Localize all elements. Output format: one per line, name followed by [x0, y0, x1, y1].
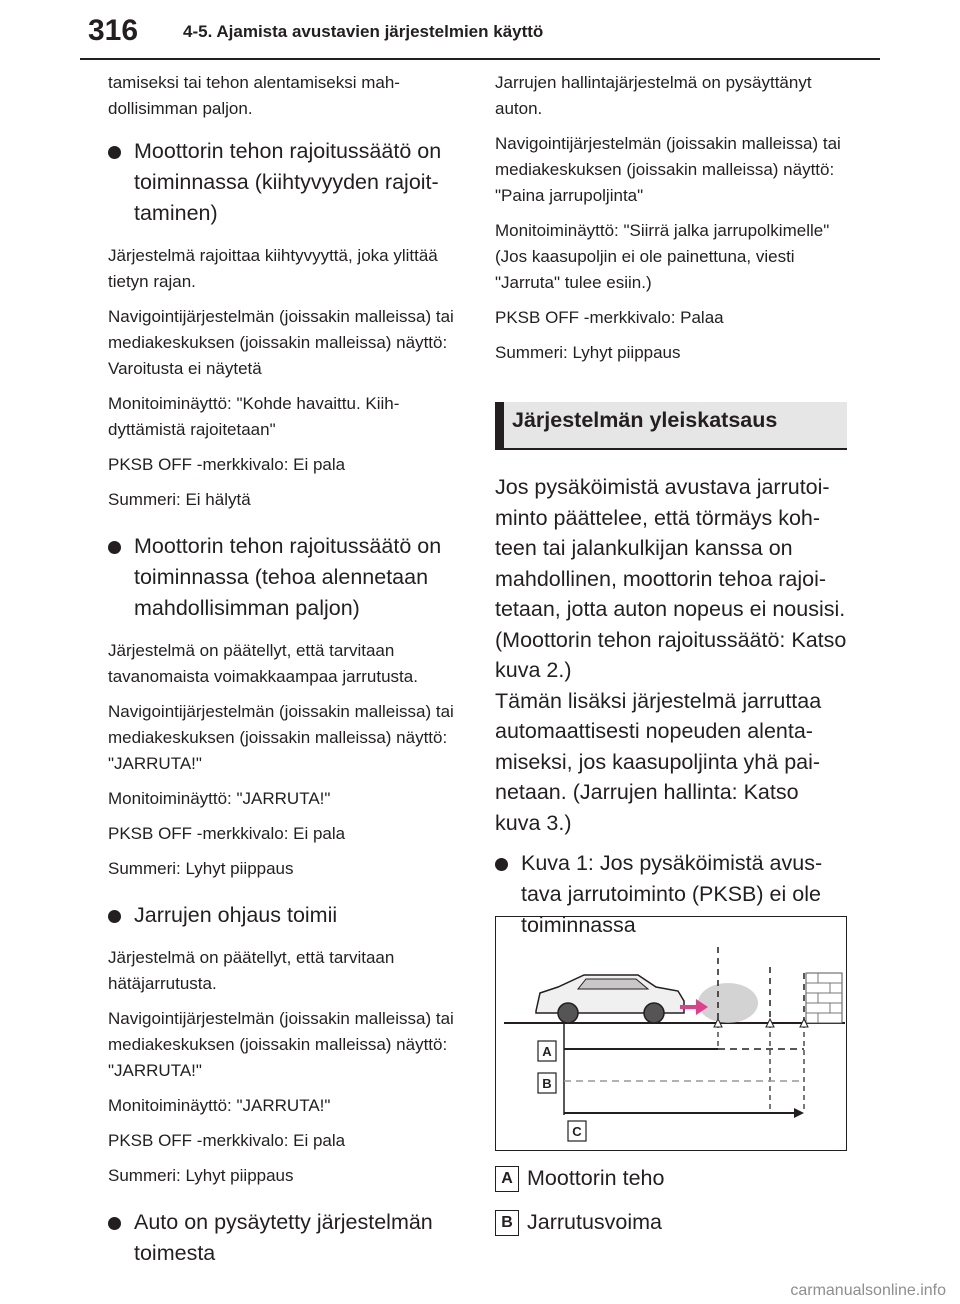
bullet-dot-icon: [108, 541, 121, 554]
section-bar: [495, 402, 504, 450]
bullet-text: Moottorin tehon rajoitussäätö on toiminnassa (kiihtyvyyden rajoittaminen): [134, 139, 442, 225]
right-column: [495, 70, 847, 955]
body-text: Järjestelmä rajoittaa kiihtyvyyttä, joka ylittää tietyn rajan.: [108, 246, 438, 291]
body-text: PKSB OFF -merkkivalo: Ei pala: [108, 824, 346, 843]
body-text: Summeri: Ei hälytä: [108, 490, 251, 509]
chapter-title: 4-5. Ajamista avustavien järjestelmien käyttö: [183, 22, 544, 41]
header-rule: [80, 58, 880, 60]
bullet-dot-icon: [108, 910, 121, 923]
legend-text: Moottorin teho: [527, 1166, 665, 1190]
brick-wall-icon: [806, 973, 842, 1023]
figure-label-a: A: [542, 1044, 552, 1059]
pksb-diagram: [496, 917, 845, 1149]
bullet-text: Moottorin tehon rajoitussäätö on toiminnassa (tehoa alennetaan mahdollisimman paljon): [134, 534, 442, 620]
body-text: PKSB OFF -merkkivalo: Ei pala: [108, 1131, 346, 1150]
body-text: PKSB OFF -merkkivalo: Ei pala: [108, 455, 346, 474]
body-text: Summeri: Lyhyt piippaus: [108, 1166, 294, 1185]
section-heading: [495, 402, 847, 450]
intro-text: tamiseksi tai tehon alentamiseksi mahdollisimman paljon.: [108, 73, 400, 118]
legend-key: A: [495, 1166, 519, 1192]
section-title: Järjestelmän yleiskatsaus: [512, 408, 778, 432]
body-text: Summeri: Lyhyt piippaus: [495, 343, 681, 362]
sensor-wave: [698, 983, 758, 1023]
bullet-text: Auto on pysäytetty järjestelmän toimesta: [134, 1210, 433, 1265]
bullet-dot-icon: [108, 1217, 121, 1230]
bullet-heading: [108, 136, 460, 229]
legend-key: B: [495, 1210, 519, 1236]
bullet-heading: [108, 531, 460, 624]
body-text: Jarrujen hallintajärjestelmä on pysäyttänyt auton.: [495, 73, 812, 118]
page-number: 316: [88, 14, 139, 47]
figure-label-c: C: [572, 1124, 582, 1139]
bullet-dot-icon: [495, 858, 508, 871]
body-text: Monitoiminäyttö: "JARRUTA!": [108, 789, 331, 808]
page-header: [0, 0, 960, 70]
body-text: Järjestelmä on päätellyt, että tarvitaan hätäjarrutusta.: [108, 948, 395, 993]
body-text: PKSB OFF -merkkivalo: Palaa: [495, 308, 724, 327]
body-text: Monitoiminäyttö: "Kohde havaittu. Kiihdyttämistä rajoitetaan": [108, 394, 400, 439]
figure-label-b: B: [542, 1076, 552, 1091]
car-icon: [536, 975, 684, 1023]
body-text: Monitoiminäyttö: "Siirrä jalka jarrupolkimelle" (Jos kaasupoljin ei ole painettuna, viesti "Jarruta" tulee esiin.): [495, 221, 830, 292]
body-text: Järjestelmä on päätellyt, että tarvitaan tavanomaista voimakkaampaa jarrutusta.: [108, 641, 418, 686]
body-text: Monitoiminäyttö: "JARRUTA!": [108, 1096, 331, 1115]
bullet-heading: [108, 900, 460, 931]
body-text: Navigointijärjestelmän (joissakin malleissa) tai mediakeskuksen (joissakin malleissa) näyttö: "Paina jarrupoljinta": [495, 134, 841, 205]
bullet-heading: [108, 1207, 460, 1269]
bullet-dot-icon: [108, 146, 121, 159]
body-text: Summeri: Lyhyt piippaus: [108, 859, 294, 878]
legend-text: Jarrutusvoima: [527, 1210, 663, 1234]
left-column: [108, 70, 460, 1283]
body-text: Navigointijärjestelmän (joissakin malleissa) tai mediakeskuksen (joissakin malleissa) näyttö: Varoitusta ei näytetä: [108, 307, 454, 378]
bullet-text: Kuva 1: Jos pysäköimistä avustava jarrutoiminto (PKSB) ei ole toiminnassa: [521, 851, 823, 937]
pksb-figure: [495, 916, 847, 1151]
paragraph: Jos pysäköimistä avustava jarrutoiminto päättelee, että törmäys kohteen tai jalankulkijan kanssa on mahdollinen, moottorin tehoa rajoitetaan, jotta auton nopeus ei nousisi. (Moottorin tehon rajoitussäätö: Katso kuva 2.): [495, 475, 847, 682]
paragraph: Tämän lisäksi järjestelmä jarruttaa automaattisesti nopeuden alentamiseksi, jos kaasupoljinta yhä painetaan. (Jarrujen hallinta: Katso kuva 3.): [495, 688, 822, 835]
body-text: Navigointijärjestelmän (joissakin malleissa) tai mediakeskuksen (joissakin malleissa) näyttö: "JARRUTA!": [108, 1009, 454, 1080]
legend-item-b: [495, 1210, 662, 1236]
legend-item-a: [495, 1166, 664, 1192]
watermark: carmanualsonline.info: [790, 1282, 946, 1299]
body-text: Navigointijärjestelmän (joissakin malleissa) tai mediakeskuksen (joissakin malleissa) näyttö: "JARRUTA!": [108, 702, 454, 773]
bullet-text: Jarrujen ohjaus toimii: [134, 903, 338, 927]
